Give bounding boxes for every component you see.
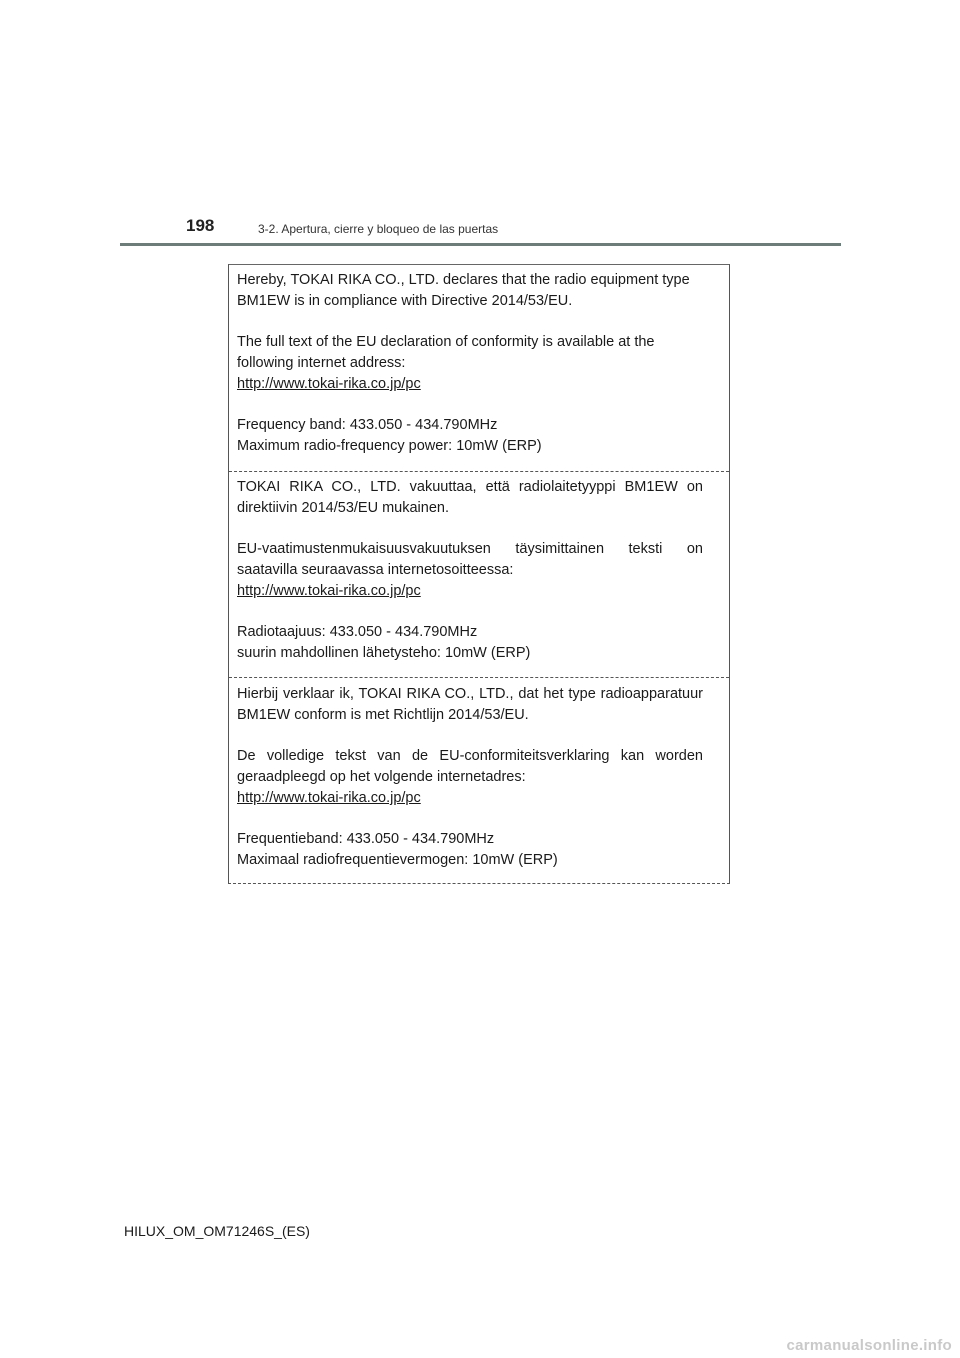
declaration-availability-block [237,746,703,809]
declaration-of-conformity-box [228,264,730,884]
declaration-url-link[interactable]: http://www.tokai-rika.co.jp/pc [237,376,421,392]
frequency-band: Radiotaajuus: 433.050 - 434.790MHz [237,624,478,640]
declaration-section-dutch [229,684,729,884]
section-divider [229,471,729,472]
declaration-section-english [229,270,729,475]
declaration-url-link[interactable]: http://www.tokai-rika.co.jp/pc [237,583,421,599]
page-number: 198 [186,216,215,235]
frequency-band: Frequentieband: 433.050 - 434.790MHz [237,831,495,847]
declaration-statement: TOKAI RIKA CO., LTD. vakuuttaa, että radiolaitetyyppi BM1EW on direktiivin 2014/53/EU mukainen. [237,479,703,516]
declaration-availability: De volledige tekst van de EU-conformiteitsverklaring kan worden geraadpleegd op het volgende internetadres: [237,748,703,785]
document-id: HILUX_OM_OM71246S_(ES) [124,1223,310,1239]
section-title: 3-2. Apertura, cierre y bloqueo de las puertas [258,222,499,236]
max-power: Maximum radio-frequency power: 10mW (ERP) [237,438,542,454]
declaration-url-link[interactable]: http://www.tokai-rika.co.jp/pc [237,790,421,806]
frequency-band: Frequency band: 433.050 - 434.790MHz [237,417,498,433]
declaration-availability-block [237,332,703,395]
declaration-availability: The full text of the EU declaration of conformity is available at the following internet address: [237,334,655,371]
declaration-section-finnish [229,477,729,682]
max-power: Maximaal radiofrequentievermogen: 10mW (ERP) [237,852,558,868]
declaration-statement: Hereby, TOKAI RIKA CO., LTD. declares that the radio equipment type BM1EW is in compliance with Directive 2014/53/EU. [237,272,690,309]
max-power: suurin mahdollinen lähetysteho: 10mW (ERP) [237,645,531,661]
site-watermark: carmanualsonline.info [786,1337,952,1354]
declaration-availability-block [237,539,703,602]
section-divider [229,677,729,678]
declaration-specs [237,622,703,664]
declaration-availability: EU-vaatimustenmukaisuusvakuutuksen täysimittainen teksti on saatavilla seuraavassa internetosoitteessa: [237,541,703,578]
declaration-statement: Hierbij verklaar ik, TOKAI RIKA CO., LTD., dat het type radioapparatuur BM1EW conform is met Richtlijn 2014/53/EU. [237,686,703,723]
declaration-specs [237,829,703,871]
header-divider [120,243,841,246]
page-header [0,0,960,250]
declaration-specs [237,415,703,457]
